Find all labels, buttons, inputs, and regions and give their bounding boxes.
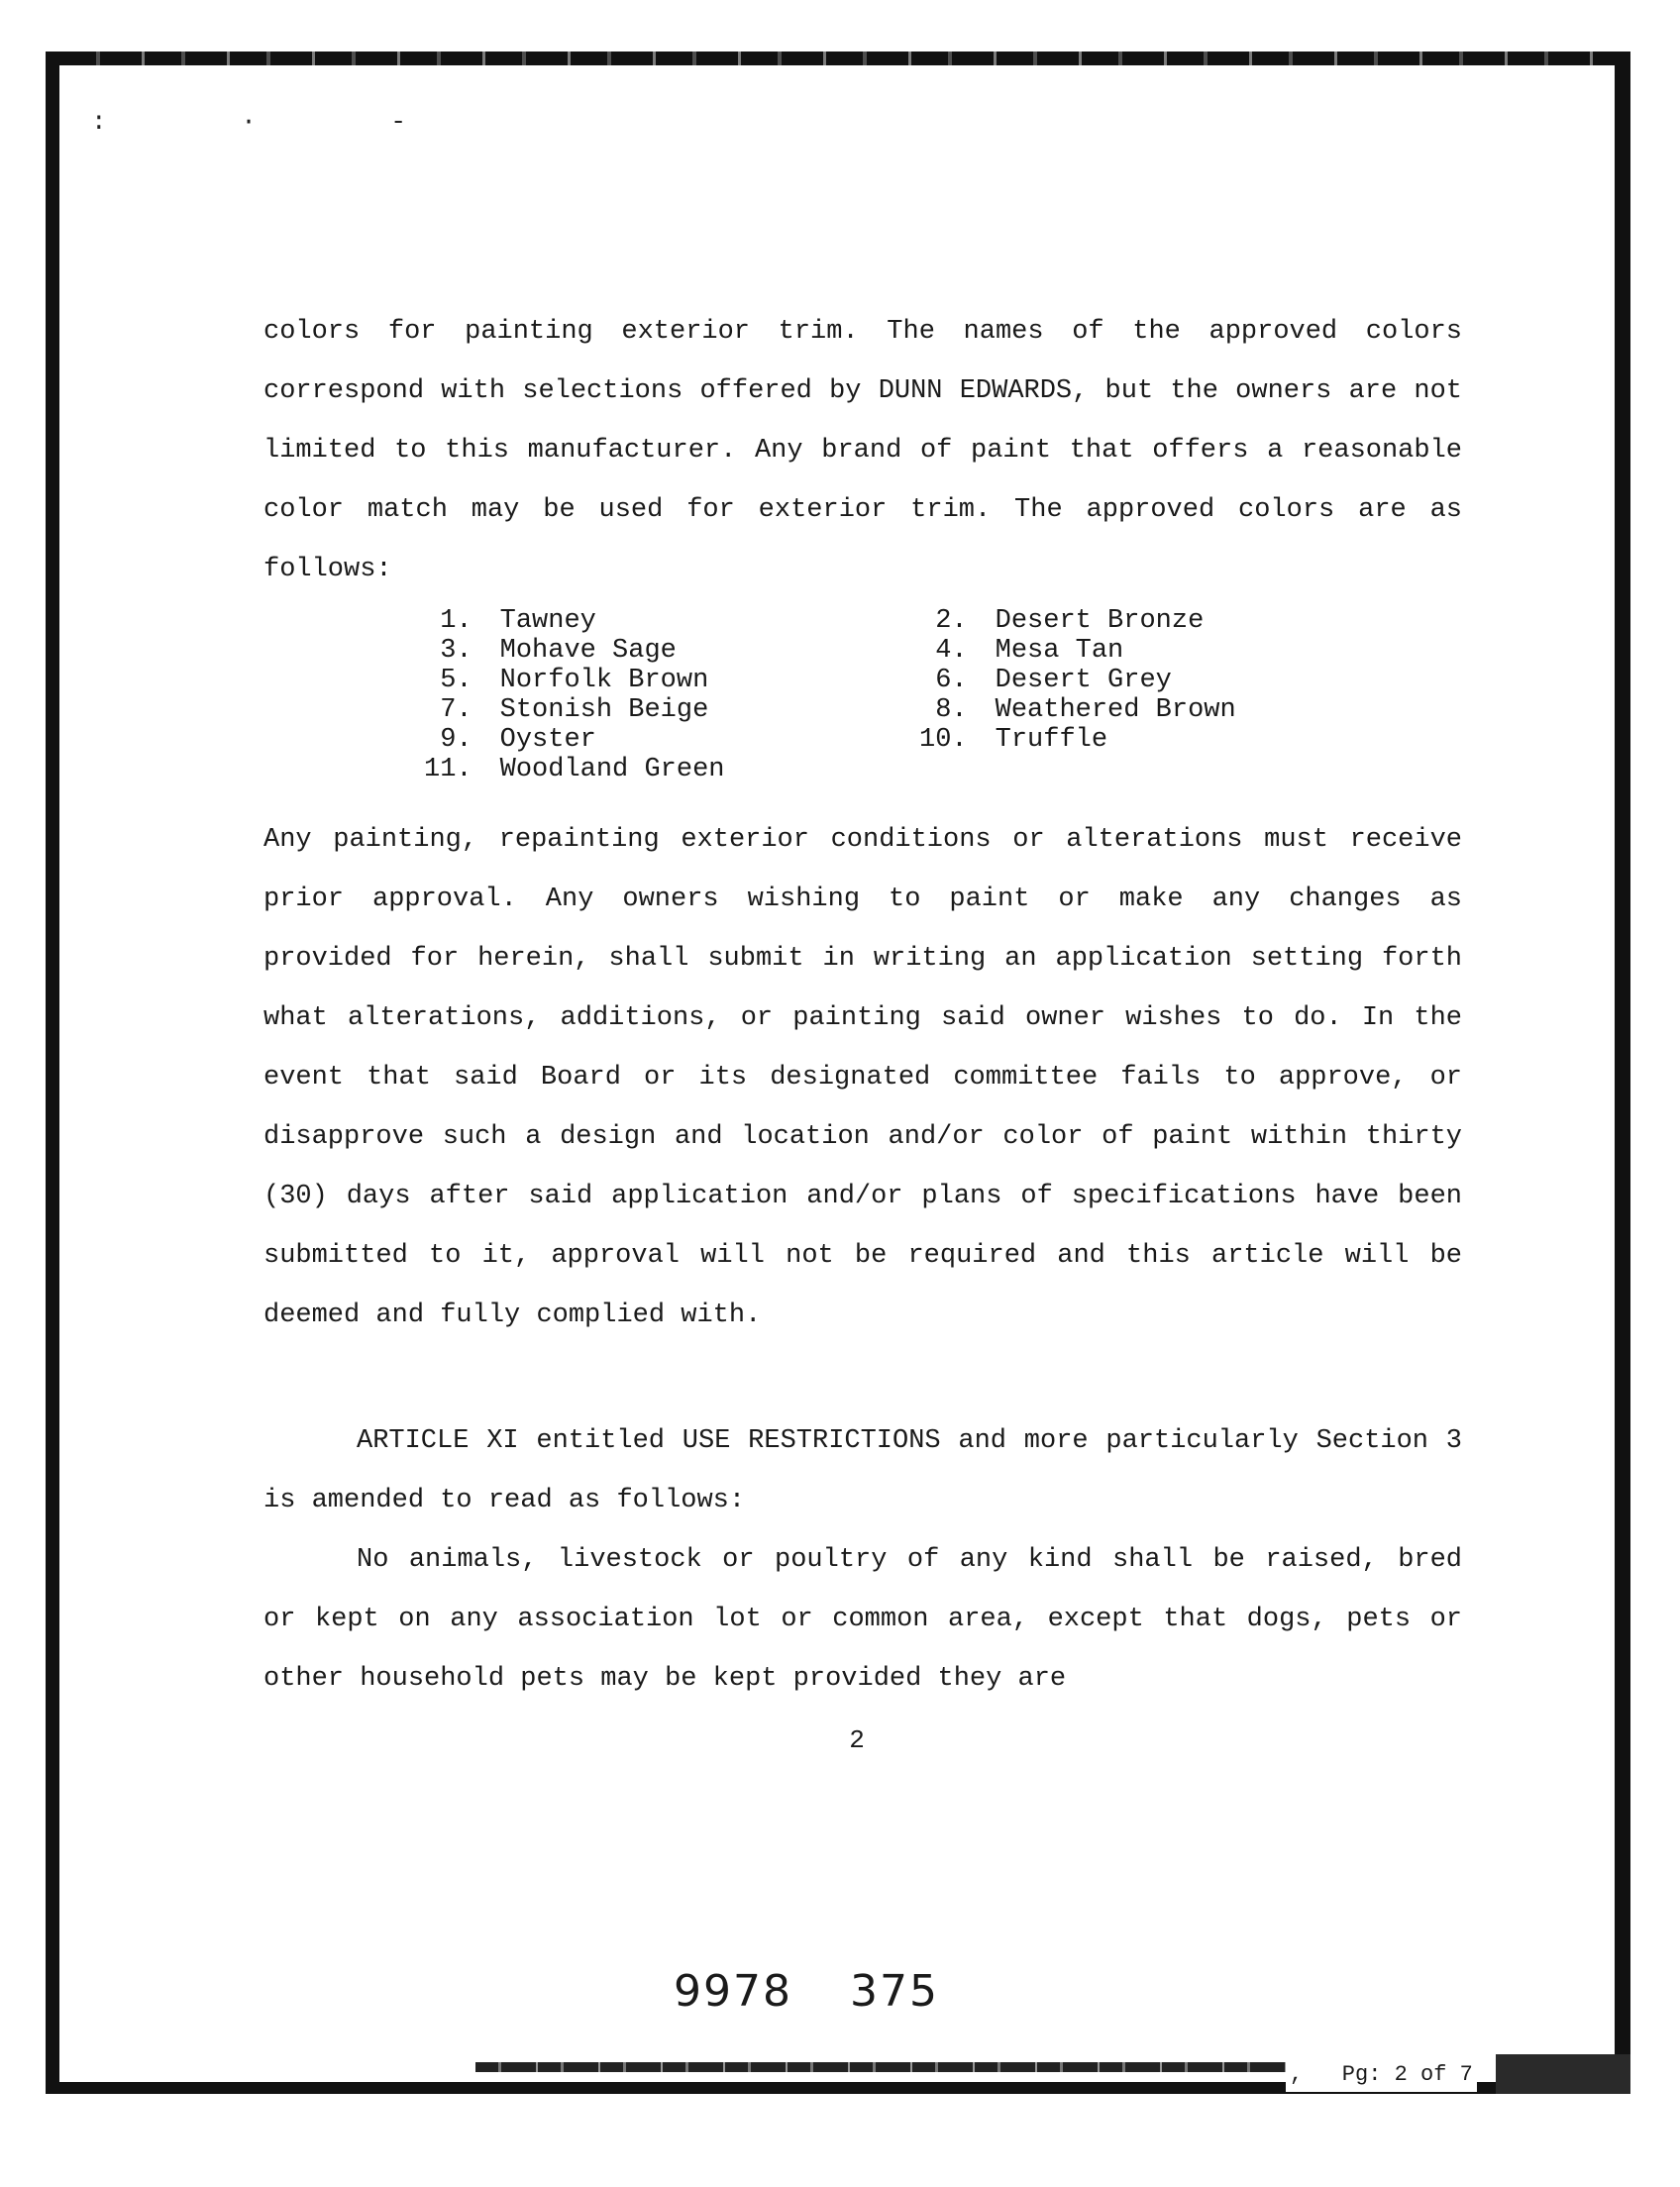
scan-border-noise-bottom — [475, 2062, 1288, 2072]
list-item — [416, 725, 1407, 755]
color-name: Weathered Brown — [995, 695, 1236, 725]
paragraph-article-xi-heading: ARTICLE XI entitled USE RESTRICTIONS and more particularly Section 3 is amended to read as follows: — [263, 1426, 1462, 1515]
color-name: Stonish Beige — [499, 695, 709, 725]
list-item — [416, 755, 1407, 784]
page-indicator: , Pg: 2 of 7 — [1286, 2058, 1477, 2092]
color-name: Mesa Tan — [995, 636, 1124, 666]
scan-specks: : · - — [91, 107, 467, 137]
color-number: 5. — [440, 666, 472, 695]
color-name: Desert Bronze — [995, 606, 1205, 636]
color-number: 4. — [935, 636, 968, 666]
color-name: Truffle — [995, 725, 1108, 755]
color-name: Woodland Green — [499, 755, 725, 784]
scan-border-corner — [1496, 2054, 1630, 2094]
color-number — [911, 755, 996, 784]
color-number: 7. — [440, 695, 472, 725]
list-item — [416, 695, 1407, 725]
color-name: Desert Grey — [995, 666, 1172, 695]
paragraph-animal-restrictions: No animals, livestock or poultry of any kind shall be raised, bred or kept on any association lot or common area, except that dogs, pets or other household pets may be kept provided they are — [263, 1545, 1462, 1694]
paragraph-approval-process: Any painting, repainting exterior conditions or alterations must receive prior approval. Any owners wishing to paint or make any changes as provided for herein, shall submit in writing an application setting forth what alterations, additions, or painting said owner wishes to do. In the event that said Board or its designated committee fails to approve, or disapprove such a design and location and/or color of paint within thirty (30) days after said application and/or plans of specifications have been submitted to it, approval will not be required and this article will be deemed and fully complied with. — [263, 825, 1462, 1330]
color-name: Oyster — [499, 725, 596, 755]
list-item — [416, 636, 1407, 666]
approved-colors-list — [416, 606, 1407, 784]
color-number: 6. — [935, 666, 968, 695]
scan-border-noise-top — [59, 52, 1617, 65]
paragraph-approved-colors-intro: colors for painting exterior trim. The names of the approved colors correspond with selections offered by DUNN EDWARDS, but the owners are not limited to this manufacturer. Any brand of paint that offers a reasonable color match may be used for exterior trim. The approved colors are as follows: — [263, 317, 1462, 584]
color-number: 2. — [935, 606, 968, 636]
color-name — [996, 755, 1407, 784]
color-name: Tawney — [499, 606, 596, 636]
record-number — [674, 1966, 939, 2017]
color-number: 3. — [440, 636, 472, 666]
record-book: 9978 — [674, 1966, 792, 2017]
color-number: 11. — [424, 755, 472, 784]
color-number: 1. — [440, 606, 472, 636]
list-item — [416, 666, 1407, 695]
color-number: 9. — [440, 725, 472, 755]
color-number: 10. — [919, 725, 968, 755]
page-number: 2 — [849, 1725, 865, 1755]
color-name: Mohave Sage — [499, 636, 677, 666]
list-item — [416, 606, 1407, 636]
record-page: 375 — [849, 1966, 939, 2017]
color-name: Norfolk Brown — [499, 666, 709, 695]
color-number: 8. — [935, 695, 968, 725]
